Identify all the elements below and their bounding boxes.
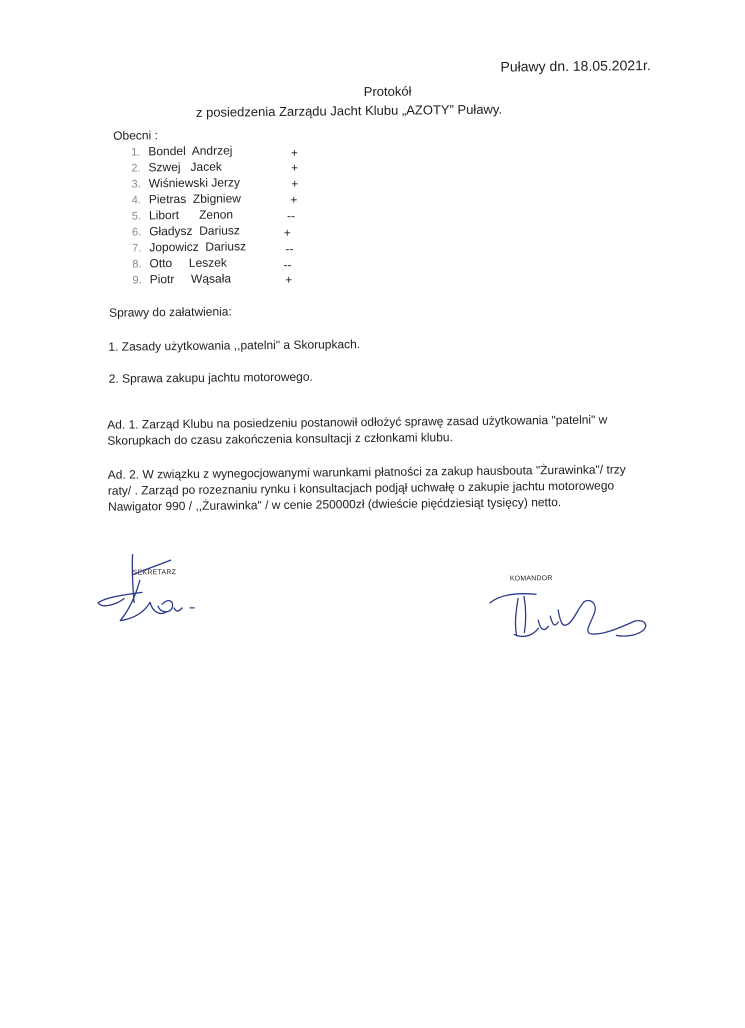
member-name: Jopowicz Dariusz bbox=[149, 239, 247, 255]
attendance-label: Obecni : bbox=[113, 128, 158, 143]
attendance-row bbox=[115, 207, 233, 222]
secretary-signature bbox=[96, 550, 217, 641]
attendance-row bbox=[116, 271, 231, 286]
row-number: 1. bbox=[131, 146, 141, 159]
agenda-item: 2. Sprawa zakupu jachtu motorowego. bbox=[108, 369, 313, 386]
document-subtitle: z posiedzenia Zarządu Jacht Klubu „AZOTY” Puławy. bbox=[195, 101, 503, 120]
member-name: Bondel Andrzej bbox=[148, 143, 233, 159]
attendance-row bbox=[114, 143, 232, 158]
commodore-label: KOMANDOR bbox=[509, 575, 553, 583]
presence-mark: -- bbox=[286, 208, 296, 223]
row-number: 5. bbox=[131, 210, 142, 223]
document-title: Protokół bbox=[363, 83, 412, 100]
presence-mark: + bbox=[285, 272, 293, 287]
agenda-item: 1. Zasady użytkowania ,,patelni" a Skorupkach. bbox=[108, 337, 361, 354]
resolution-line: raty/ . Zarząd po rozeznaniu rynku i konsultacjach podjął uchwałę o zakupie jachtu motorowego bbox=[107, 478, 615, 498]
row-number: 6. bbox=[131, 226, 142, 239]
member-name: Otto Leszek bbox=[149, 255, 227, 271]
attendance-row bbox=[115, 223, 240, 238]
presence-mark: + bbox=[290, 192, 298, 207]
presence-mark: + bbox=[290, 160, 299, 175]
member-name: Wiśniewski Jerzy bbox=[148, 175, 241, 191]
presence-mark: + bbox=[290, 145, 298, 160]
member-name: Piotr Wąsała bbox=[149, 271, 232, 287]
row-number: 9. bbox=[132, 274, 142, 287]
attendance-row bbox=[115, 191, 241, 206]
agenda-label: Sprawy do załatwienia: bbox=[108, 304, 232, 320]
document-date: Puławy dn. 18.05.2021r. bbox=[500, 57, 651, 75]
resolution-line: Nawigator 990 / ,,Żurawinka" / w cenie 250000zł (dwieście pięćdziesiąt tysięcy) netto. bbox=[107, 495, 562, 514]
member-name: Szwej Jacek bbox=[148, 159, 222, 175]
attendance-row bbox=[115, 256, 227, 271]
row-number: 2. bbox=[131, 162, 141, 175]
row-number: 3. bbox=[131, 178, 141, 191]
commodore-signature bbox=[486, 579, 667, 661]
attendance-row bbox=[115, 175, 240, 190]
presence-mark: + bbox=[283, 225, 291, 240]
resolution-line: Skorupkach do czasu zakończenia konsultacji z członkami klubu. bbox=[107, 430, 453, 448]
presence-mark: -- bbox=[285, 241, 294, 256]
row-number: 7. bbox=[132, 242, 142, 255]
secretary-label: SEKRETARZ bbox=[132, 569, 177, 577]
row-number: 8. bbox=[132, 258, 142, 271]
resolution-line: Ad. 2. W związku z wynegocjowanymi warunkami płatności za zakup hausbouta "Żurawinka"/ trzy bbox=[107, 462, 626, 482]
presence-mark: -- bbox=[283, 257, 292, 272]
resolution-line: Ad. 1. Zarząd Klubu na posiedzeniu postanowił odłożyć sprawę zasad użytkowania "patelni" w bbox=[107, 412, 608, 432]
attendance-row bbox=[115, 239, 246, 254]
row-number: 4. bbox=[131, 194, 141, 207]
member-name: Pietras Zbigniew bbox=[148, 191, 241, 207]
presence-mark: + bbox=[291, 176, 299, 191]
member-name: Gładysz Dariusz bbox=[149, 223, 240, 239]
member-name: Libort Zenon bbox=[148, 207, 234, 223]
attendance-row bbox=[114, 160, 222, 175]
